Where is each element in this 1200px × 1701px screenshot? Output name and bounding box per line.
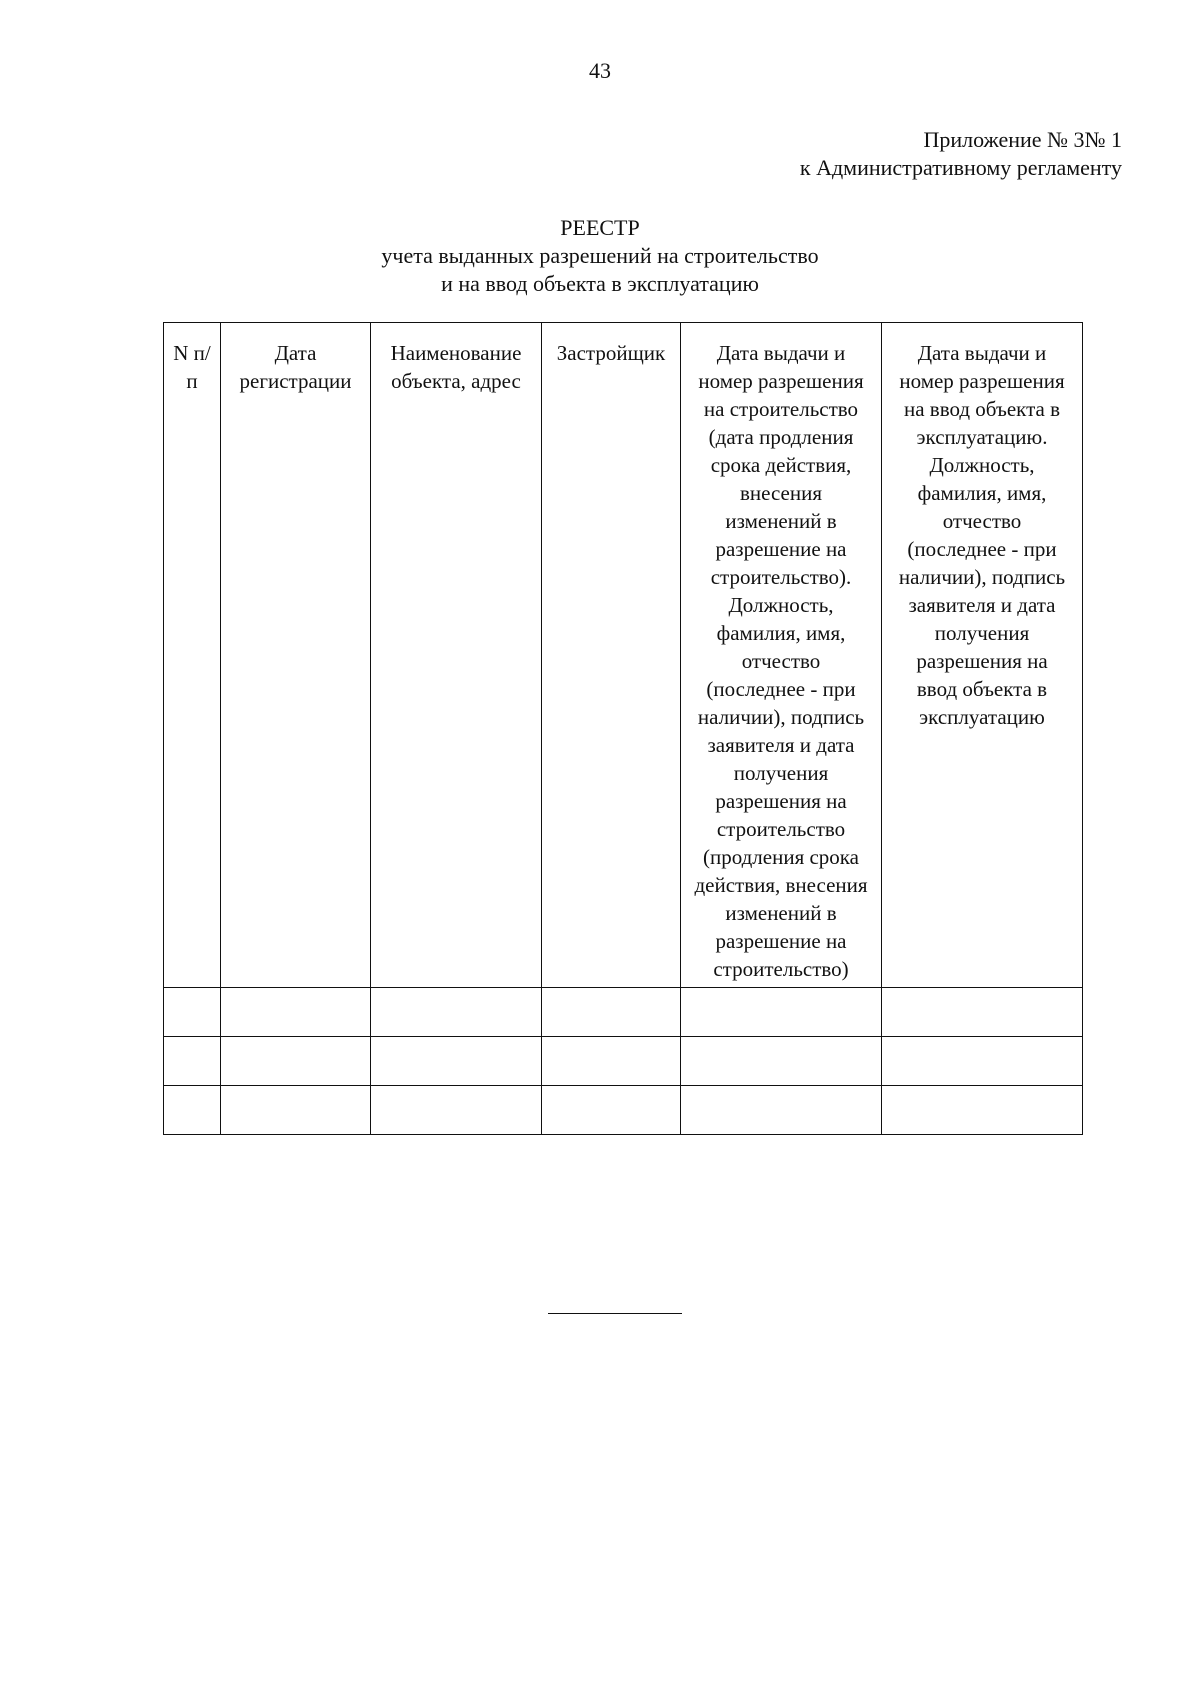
header-registration-date-label: Дата регистрации (239, 341, 352, 393)
table-cell (164, 1086, 221, 1135)
table-row (164, 1037, 1083, 1086)
header-number-label: N п/п (173, 341, 211, 393)
table-cell (164, 1037, 221, 1086)
table-cell (882, 1037, 1083, 1086)
appendix-note (800, 126, 1122, 182)
header-object-name (371, 323, 542, 988)
header-commissioning-permit-label: Дата выдачи и номер разрешения на ввод объекта в эксплуатацию. Должность, фамилия, имя, отчество (последнее - при наличии), подпись заявителя и дата получения разрешения на ввод объекта в эксплуатацию (898, 341, 1066, 729)
table-cell (221, 1037, 371, 1086)
title-line-2: и на ввод объекта в эксплуатацию (441, 271, 759, 296)
registry-table (163, 322, 1083, 1135)
header-object-name-label: Наименование объекта, адрес (390, 341, 522, 393)
document-title (0, 214, 1200, 298)
table-cell (542, 1037, 681, 1086)
table-cell (371, 1037, 542, 1086)
table-cell (681, 1086, 882, 1135)
header-developer (542, 323, 681, 988)
header-commissioning-permit (882, 323, 1083, 988)
table-row (164, 1086, 1083, 1135)
appendix-line-2: к Административному регламенту (799, 155, 1122, 180)
end-divider (548, 1313, 682, 1314)
title-line-1: учета выданных разрешений на строительство (381, 243, 819, 268)
header-construction-permit-label: Дата выдачи и номер разрешения на строительство (дата продления срока действия, внесения изменений в разрешение на строительство). Должность, фамилия, имя, отчество (последнее - при наличии), подпись заявителя и дата получения разрешения на строительство (продления срока действия, внесения изменений в разрешение на строительство) (694, 341, 868, 981)
table-cell (681, 1037, 882, 1086)
table-cell (371, 1086, 542, 1135)
table-cell (542, 988, 681, 1037)
header-row (164, 323, 1083, 988)
header-number (164, 323, 221, 988)
table-cell (164, 988, 221, 1037)
table-cell (681, 988, 882, 1037)
appendix-line-1: Приложение № 3№ 1 (923, 127, 1122, 152)
header-registration-date (221, 323, 371, 988)
header-developer-label: Застройщик (556, 341, 666, 365)
table-cell (221, 1086, 371, 1135)
table-row (164, 988, 1083, 1037)
table-cell (882, 1086, 1083, 1135)
table-cell (371, 988, 542, 1037)
table-cell (882, 988, 1083, 1037)
table-cell (542, 1086, 681, 1135)
header-construction-permit (681, 323, 882, 988)
page-number: 43 (589, 58, 611, 83)
title-heading: РЕЕСТР (560, 215, 640, 240)
table-cell (221, 988, 371, 1037)
